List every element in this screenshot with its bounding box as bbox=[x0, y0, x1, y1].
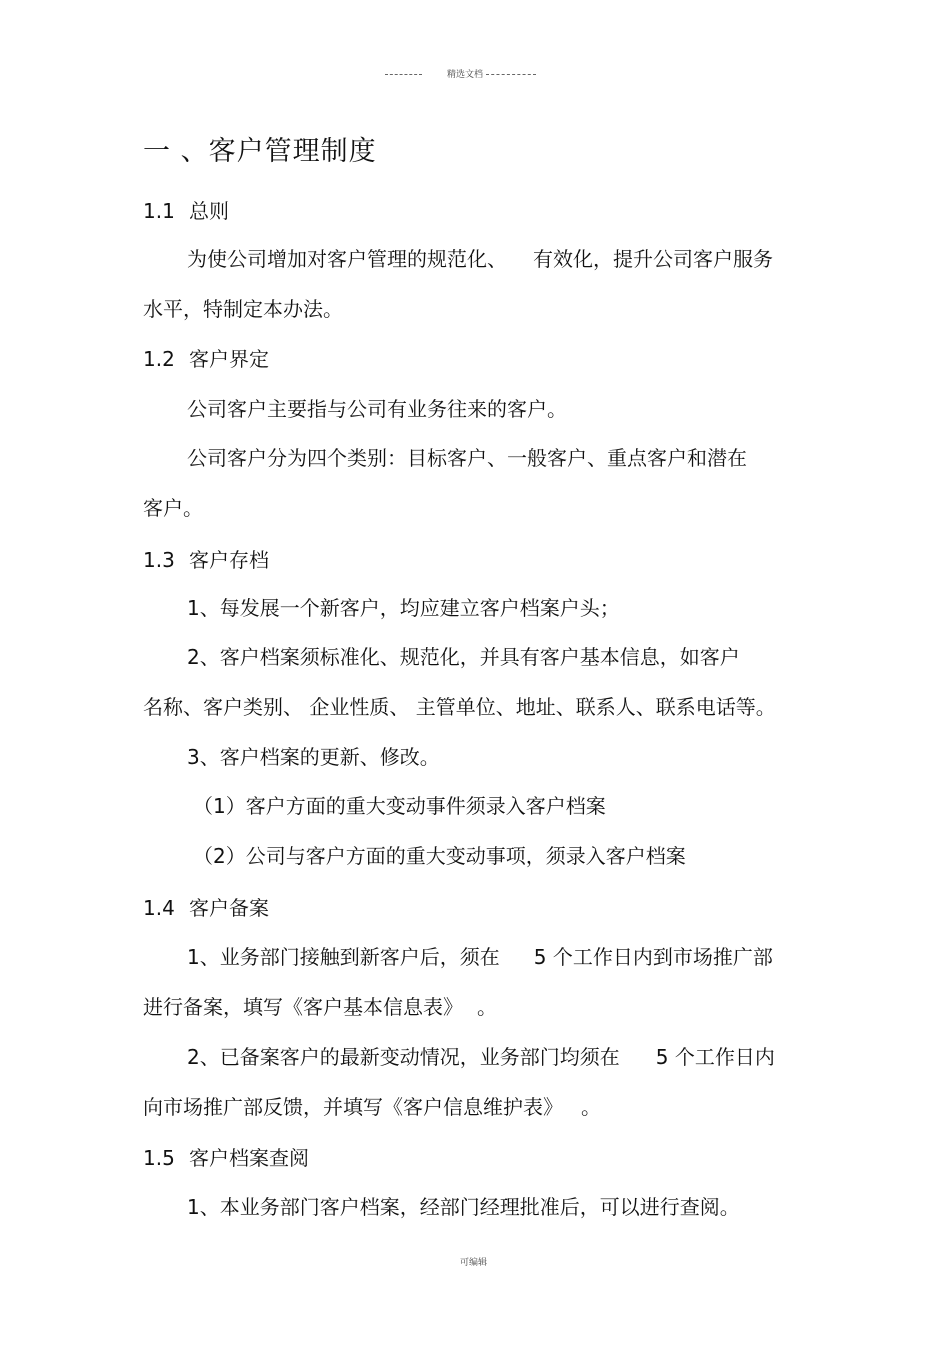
header-rule-left bbox=[385, 74, 422, 75]
paragraph-line: （1）客户方面的重大变动事件须录入客户档案 bbox=[193, 794, 606, 818]
paragraph-line: 2、已备案客户的最新变动情况，业务部门均须在 5 个工作日内 bbox=[187, 1045, 775, 1069]
paragraph-line: 公司客户分为四个类别：目标客户、一般客户、重点客户和潜在 bbox=[187, 446, 747, 470]
paragraph-line: （2）公司与客户方面的重大变动事项，须录入客户档案 bbox=[193, 844, 686, 868]
paragraph-line: 2、客户档案须标准化、规范化，并具有客户基本信息，如客户 bbox=[187, 645, 740, 669]
section-title: 客户档案查阅 bbox=[189, 1146, 309, 1170]
section-heading-1-3 bbox=[143, 544, 269, 573]
paragraph-line: 1、业务部门接触到新客户后，须在 5 个工作日内到市场推广部 bbox=[187, 945, 773, 969]
section-number: 1.2 bbox=[143, 347, 175, 371]
paragraph-line: 1、本业务部门客户档案，经部门经理批准后，可以进行查阅。 bbox=[187, 1195, 740, 1219]
section-number: 1.3 bbox=[143, 548, 175, 572]
section-number: 1.4 bbox=[143, 896, 175, 920]
header-rule-right bbox=[486, 74, 536, 75]
paragraph-line: 名称、客户类别、 企业性质、 主管单位、地址、联系人、联系电话等。 bbox=[143, 695, 776, 719]
document-title: 一 、客户管理制度 bbox=[143, 136, 377, 167]
header-text: 精选文档 bbox=[447, 70, 484, 80]
paragraph-line: 1、每发展一个新客户，均应建立客户档案户头； bbox=[187, 596, 620, 620]
paragraph-line: 3、客户档案的更新、修改。 bbox=[187, 745, 440, 769]
section-heading-1-2 bbox=[143, 343, 269, 372]
paragraph-line: 进行备案，填写《客户基本信息表》 。 bbox=[143, 995, 497, 1019]
paragraph-line: 公司客户主要指与公司有业务往来的客户。 bbox=[187, 397, 567, 421]
paragraph-line: 客户。 bbox=[143, 496, 203, 520]
paragraph-line: 为使公司增加对客户管理的规范化、 有效化，提升公司客户服务 bbox=[187, 247, 773, 271]
section-number: 1.5 bbox=[143, 1146, 175, 1170]
paragraph-line: 向市场推广部反馈，并填写《客户信息维护表》 。 bbox=[143, 1095, 601, 1119]
paragraph-line: 水平，特制定本办法。 bbox=[143, 297, 343, 321]
section-heading-1-1 bbox=[143, 195, 229, 224]
section-heading-1-5 bbox=[143, 1142, 309, 1171]
footer-text: 可编辑 bbox=[460, 1258, 488, 1268]
section-title: 客户存档 bbox=[189, 548, 269, 572]
section-title: 客户备案 bbox=[189, 896, 269, 920]
section-title: 总则 bbox=[189, 199, 229, 223]
section-title: 客户界定 bbox=[189, 347, 269, 371]
section-number: 1.1 bbox=[143, 199, 175, 223]
section-heading-1-4 bbox=[143, 892, 269, 921]
